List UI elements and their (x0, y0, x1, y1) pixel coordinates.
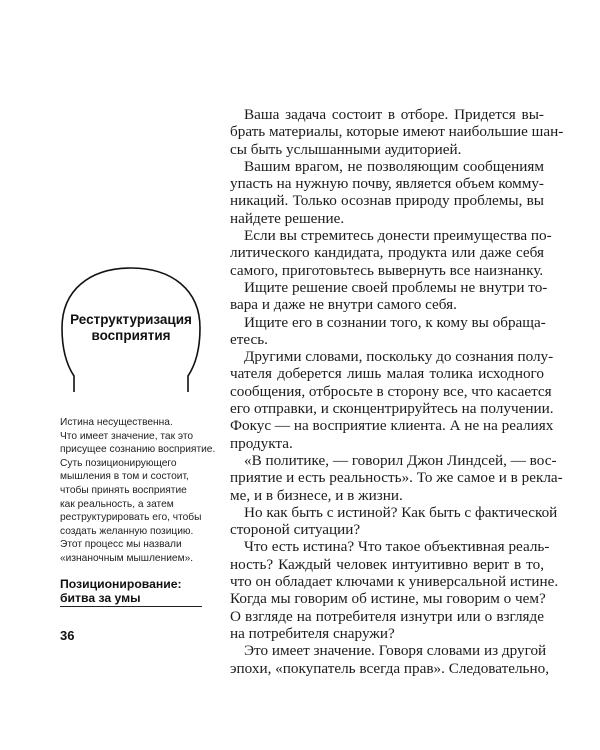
body-line: Другими словами, поскольку до сознания полу- (244, 348, 554, 366)
body-line: ность? Каждый человек интуитивно верит в то, (230, 555, 544, 573)
body-line: сы быть услышанными аудиторией. (230, 140, 462, 158)
head-silhouette-illustration (60, 264, 202, 392)
body-line: Если вы стремитесь донести преимущества по- (244, 227, 552, 245)
body-line: «В политике, — говорил Джон Линдсей, — вос- (244, 451, 557, 469)
body-line: что он обладает ключами к универсальной истине. (230, 573, 559, 591)
sidebar-note-line: чтобы принять восприятие (60, 484, 187, 496)
running-book-title (60, 577, 220, 605)
body-line: Ваша задача состоит в отборе. Придется вы- (244, 106, 544, 123)
sidebar-note (60, 416, 220, 566)
body-line: ме, и в бизнесе, и в жизни. (230, 486, 403, 504)
body-line: чателя доберется лишь малая толика исходного (230, 365, 544, 383)
body-line: литического кандидата, продукта или даже себя (230, 244, 544, 262)
body-line: эпохи, «покупатель всегда прав». Следовательно, (230, 659, 550, 677)
body-line: самого, приготовьтесь вывернуть все наизнанку. (230, 261, 544, 279)
body-line: етесь. (230, 330, 268, 348)
head-caption-line: Реструктуризация (70, 312, 192, 327)
title-divider (60, 606, 202, 607)
sidebar-note-line: Суть позиционирующего (60, 457, 177, 469)
body-line: сообщения, отбросьте в сторону все, что касается (230, 382, 552, 400)
body-line: его отправки, и сконцентрируйтесь на получении. (230, 400, 554, 418)
body-line: стороной ситуации? (230, 521, 361, 539)
sidebar-note-line: Истина несущественна. (60, 417, 173, 428)
body-line: упасть на нужную почву, является объем комму- (230, 175, 544, 193)
body-line: О взгляде на потребителя изнутри или о взгляде (230, 607, 544, 625)
sidebar-note-line: как реальность, а затем (60, 498, 174, 510)
sidebar-note-line: мышления в том и состоит, (60, 471, 189, 483)
body-line: Вашим врагом, не позволяющим сообщениям (244, 157, 544, 175)
body-line: никаций. Только осознав природу проблемы, вы (230, 192, 544, 210)
page-number: 36 (60, 628, 75, 643)
sidebar-note-line: присущее сознанию восприятие. (60, 444, 216, 456)
body-line: на потребителя снаружи? (230, 624, 395, 642)
head-caption (60, 312, 202, 344)
body-line: вара и даже не внутри самого себя. (230, 296, 457, 314)
body-line: брать материалы, которые имеют наибольшие шан- (230, 123, 564, 141)
body-line: Когда мы говорим об истине, мы говорим о чем? (230, 590, 546, 608)
body-line: найдете решение. (230, 209, 345, 227)
sidebar-note-line: Этот процесс мы назвали (60, 539, 182, 551)
body-line: Но как быть с истиной? Как быть с фактической (244, 503, 558, 521)
sidebar-note-line: «изнаночным мышлением». (60, 552, 194, 564)
book-title-line: битва за умы (60, 591, 141, 605)
head-caption-line: восприятия (91, 328, 171, 343)
body-line: Ищите решение своей проблемы не внутри то- (244, 278, 548, 296)
sidebar-note-line: реструктурировать его, чтобы (60, 512, 202, 524)
book-title-line: Позиционирование: (60, 577, 182, 591)
main-body-text (230, 106, 564, 677)
body-line: Это имеет значение. Говоря словами из другой (244, 642, 547, 660)
body-line: продукта. (230, 434, 293, 452)
sidebar-note-line: создать желанную позицию. (60, 525, 194, 537)
body-line: Фокус — на восприятие клиента. А не на реалиях (230, 417, 554, 435)
body-line: приятие и есть реальность». То же самое и в рекла- (230, 469, 563, 487)
sidebar-note-line: Что имеет значение, так это (60, 430, 194, 442)
body-line: Что есть истина? Что такое объективная реаль- (244, 538, 550, 556)
body-line: Ищите его в сознании того, к кому вы обраща- (244, 313, 546, 331)
